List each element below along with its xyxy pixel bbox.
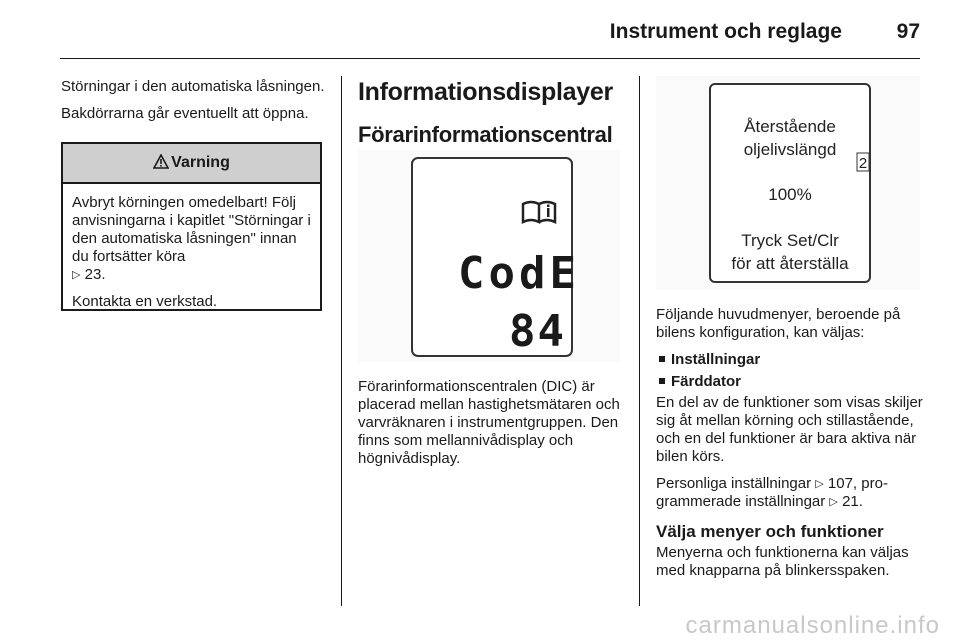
warning-header <box>63 144 320 184</box>
watermark: carmanualsonline.info <box>685 612 940 639</box>
dic-display-figure <box>358 150 620 362</box>
paragraph: Personliga inställningar ▷ 107, programmerade inställningar ▷ 21. <box>656 475 888 510</box>
list-item: Inställningar <box>656 351 924 369</box>
bullet-square-icon <box>659 378 665 384</box>
section-heading: Informationsdisplayer <box>358 78 613 106</box>
display-badge: 2 <box>858 155 868 172</box>
subsection-heading: Välja menyer och funktioner <box>656 522 884 541</box>
warning-box <box>61 142 322 311</box>
page-number: 97 <box>896 20 920 43</box>
paragraph: Störningar i den automatiska låsningen. <box>61 78 325 95</box>
display-line-2: oljelivslängd <box>743 140 837 159</box>
display-line-4: för att återställa <box>731 254 849 273</box>
bullet-square-icon <box>659 356 665 362</box>
paragraph: Förarinformationscentralen (DIC) är placerad mellan hastighetsmätaren och varvräknaren i instrumentgruppen. Den finns som mellannivådisplay och högnivådisplay. <box>358 378 620 467</box>
column-divider-1 <box>341 76 342 606</box>
display-line-3: Tryck Set/Clr <box>741 231 839 250</box>
column-3-text <box>656 306 924 589</box>
header-rule <box>60 58 920 59</box>
reference-arrow-icon: ▷ <box>72 269 81 281</box>
column-1 <box>61 78 329 132</box>
warning-text: Avbryt körningen omedelbart! Följ anvisningarna i kapitlet "Störningar i den automatiska låsningen" innan du fortsätter köra ▷ 23. <box>72 194 311 283</box>
warning-triangle-icon <box>153 154 169 173</box>
subsection-heading: Förarinformationscentral <box>358 122 613 147</box>
warning-title: Varning <box>171 154 230 171</box>
column-2-text <box>358 378 622 477</box>
paragraph: Följande huvudmenyer, beroende på bilens konfiguration, kan väljas: <box>656 306 901 341</box>
warning-body <box>63 184 320 330</box>
reference-arrow-icon: ▷ <box>829 496 838 508</box>
dic-code-number: 84 <box>509 306 566 357</box>
paragraph: Bakdörrarna går eventuellt att öppna. <box>61 105 309 122</box>
display-line-1: Återstående <box>744 117 836 136</box>
dic-code-text: CodE <box>458 248 580 299</box>
paragraph: En del av de funktioner som visas skiljer sig åt mellan körning och stillastående, och en del funktioner är bara aktiva när bilen körs. <box>656 394 923 465</box>
header-title: Instrument och reglage <box>609 20 842 43</box>
reference-arrow-icon: ▷ <box>815 478 824 490</box>
paragraph: Menyerna och funktionerna kan väljas med knapparna på blinkersspaken. <box>656 544 909 579</box>
list-item: Färddator <box>656 373 924 391</box>
warning-text: Kontakta en verkstad. <box>72 293 218 310</box>
column-divider-2 <box>639 76 640 606</box>
oil-life-display-figure <box>656 76 920 290</box>
display-percent: 100% <box>768 185 812 204</box>
